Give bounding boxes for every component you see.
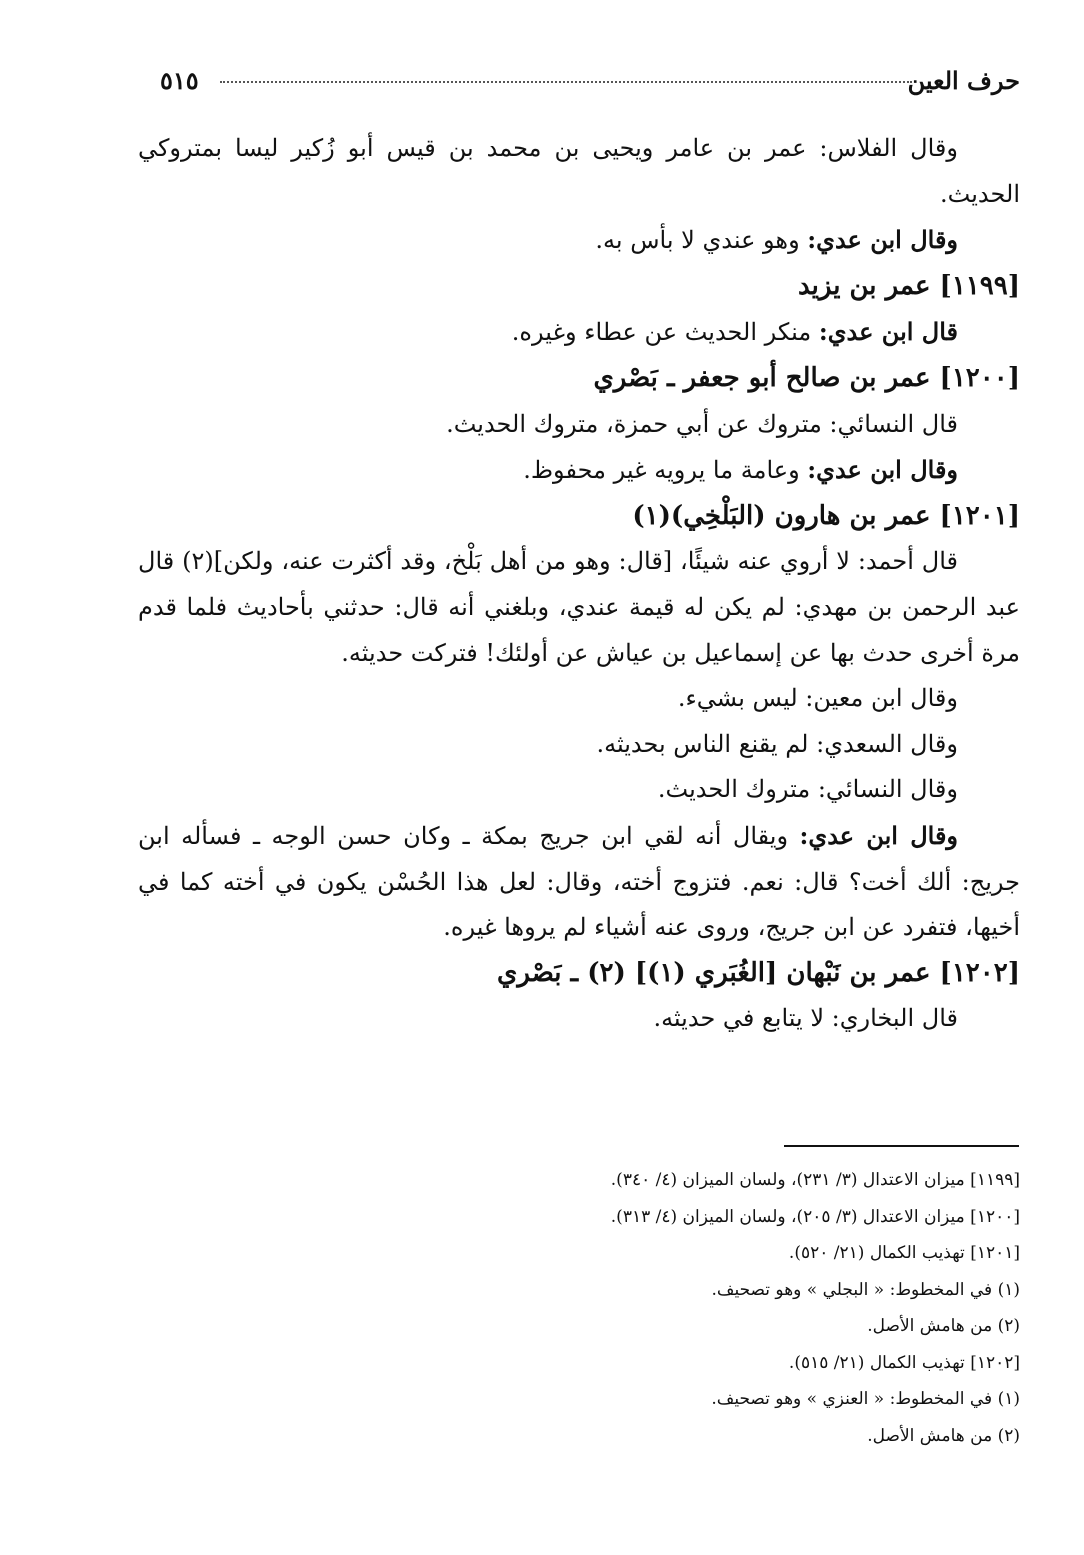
main-text bbox=[138, 126, 1020, 1042]
quote-text: ويقال أنه لقي ابن جريج بمكة ـ وكان حسن الوجه ـ فسأله ابن جريج: ألك أخت؟ قال: نعم. فتزوج أخته، وقال: لعل هذا الحُسْن يكون في أخته كما في أخيها، فتفرد عن ابن جريج، وروى عنه أشياء لم يروها غيره. bbox=[138, 821, 1020, 942]
paragraph-ibn-adi-4 bbox=[138, 813, 1020, 951]
paragraph-nasai-2: وقال النسائي: متروك الحديث. bbox=[657, 775, 958, 804]
paragraph-ibn-adi-2 bbox=[138, 309, 1020, 356]
paragraph-ibn-maeen: وقال ابن معين: ليس بشيء. bbox=[677, 684, 958, 713]
paragraph-ibn-adi-1 bbox=[138, 217, 1020, 264]
paragraph-ahmad: قال أحمد: لا أروي عنه شيئًا، [قال: وهو من أهل بَلْخ، وقد أكثرت عنه، ولكن](٢) قال عبد الرحمن بن مهدي: لم يكن له قيمة عندي، وبلغني أنه قال: حدثني بأحاديث فلما قدم مرة أخرى حدث بها عن إسماعيل بن عياش عن أولئك! فتركت حديثه. bbox=[138, 547, 1020, 667]
footnote-1201-note-1: (١) في المخطوط: « البجلي » وهو تصحيف. bbox=[711, 1279, 1020, 1300]
paragraph-fallas: وقال الفلاس: عمر بن عامر ويحيى بن محمد بن قيس أبو زُكير ليسا بمتروكي الحديث. bbox=[138, 134, 1020, 208]
speaker-label: وقال ابن عدي: bbox=[807, 455, 958, 485]
entry-heading-1199: [١١٩٩] عمر بن يزيد bbox=[797, 270, 1020, 301]
footnote-1201: [١٢٠١] تهذيب الكمال (٢١/ ٥٢٠). bbox=[788, 1243, 1020, 1263]
speaker-label: وقال ابن عدي: bbox=[807, 225, 958, 255]
quote-text: وعامة ما يرويه غير محفوظ. bbox=[523, 456, 808, 485]
header-dotted-rule bbox=[220, 81, 912, 83]
footnote-1202-note-2: (٢) من هامش الأصل. bbox=[867, 1425, 1020, 1446]
paragraph-nasai-1: قال النسائي: متروك عن أبي حمزة، متروك الحديث. bbox=[446, 409, 958, 438]
footnote-separator bbox=[784, 1145, 1019, 1147]
running-title: حرف العين bbox=[907, 66, 1020, 95]
quote-text: وهو عندي لا بأس به. bbox=[595, 226, 808, 255]
footnote-1199: [١١٩٩] ميزان الاعتدال (٣/ ٢٣١)، ولسان الميزان (٤/ ٣٤٠). bbox=[610, 1170, 1020, 1190]
entry-heading-1202: [١٢٠٢] عمر بن نَبْهان [الغُبَري (١)] (٢) ـ بَصْري bbox=[497, 957, 1020, 988]
footnotes bbox=[138, 1162, 1020, 1454]
paragraph-bukhari: قال البخاري: لا يتابع في حديثه. bbox=[653, 1004, 958, 1033]
paragraph-saadi: وقال السعدي: لم يقنع الناس بحديثه. bbox=[596, 729, 958, 758]
entry-heading-1201: [١٢٠١] عمر بن هارون (البَلْخِي)(١) bbox=[632, 500, 1020, 531]
speaker-label: قال ابن عدي: bbox=[818, 317, 958, 347]
footnote-1202-note-1: (١) في المخطوط: « العنزي » وهو تصحيف. bbox=[711, 1389, 1020, 1409]
footnote-1202: [١٢٠٢] تهذيب الكمال (٢١/ ٥١٥). bbox=[788, 1352, 1020, 1373]
paragraph-ibn-adi-3 bbox=[138, 447, 1020, 494]
entry-heading-1200: [١٢٠٠] عمر بن صالح أبو جعفر ـ بَصْري bbox=[593, 362, 1020, 393]
quote-text: منكر الحديث عن عطاء وغيره. bbox=[511, 318, 819, 347]
footnote-1201-note-2: (٢) من هامش الأصل. bbox=[867, 1316, 1020, 1336]
footnote-1200: [١٢٠٠] ميزان الاعتدال (٣/ ٢٠٥)، ولسان الميزان (٤/ ٣١٣). bbox=[610, 1206, 1020, 1227]
speaker-label: وقال ابن عدي: bbox=[799, 820, 959, 850]
page-header bbox=[160, 64, 1020, 104]
page-number: ٥١٥ bbox=[160, 66, 199, 95]
